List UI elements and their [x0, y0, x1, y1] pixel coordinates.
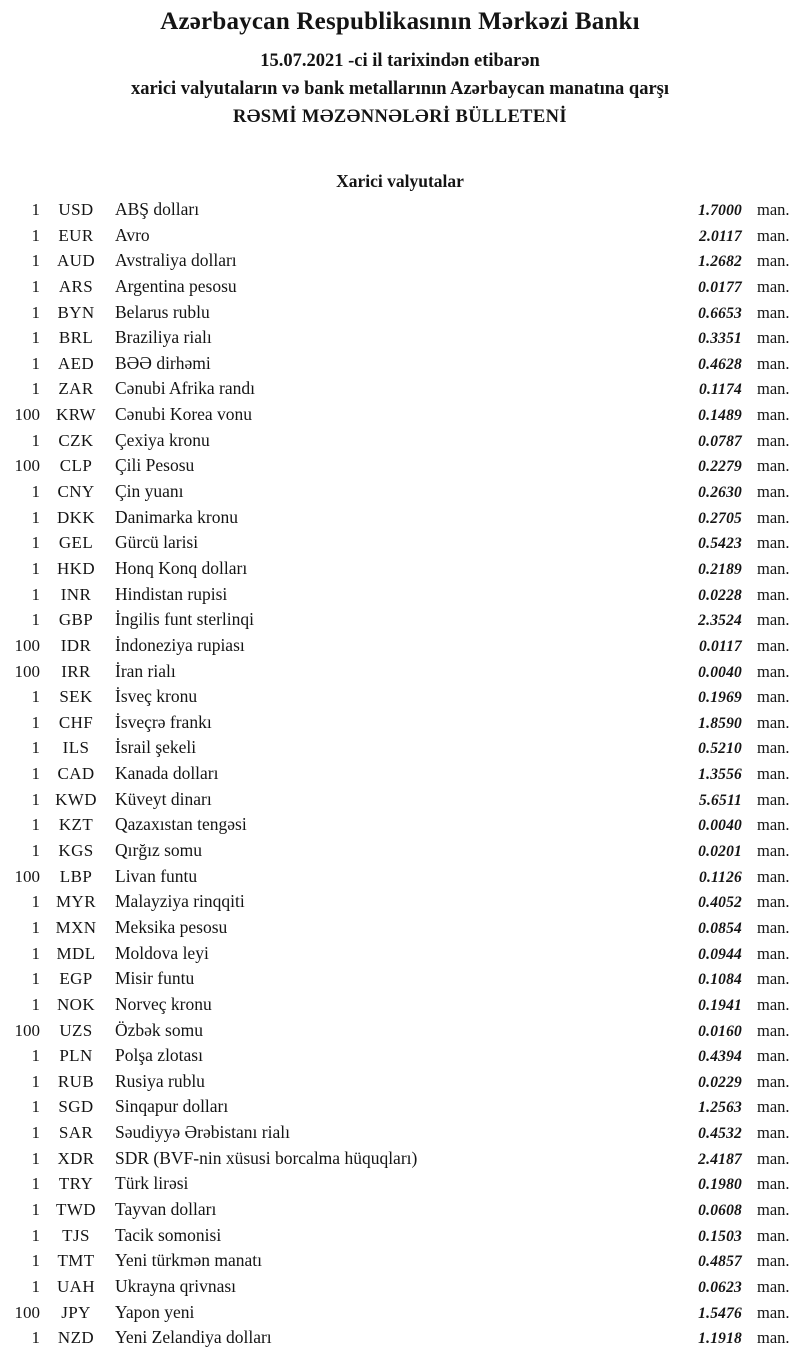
rate-unit-label: man. — [757, 1148, 790, 1168]
currency-name: Yeni Zelandiya dolları — [115, 1327, 272, 1348]
currency-rate: 0.0228 — [698, 586, 742, 604]
currency-name: Meksika pesosu — [115, 916, 228, 937]
rate-unit-label: man. — [757, 558, 790, 578]
currency-quantity: 1 — [31, 430, 40, 450]
currency-row — [0, 891, 800, 917]
rate-unit-label: man. — [757, 1199, 790, 1219]
currency-row — [0, 686, 800, 712]
currency-quantity: 100 — [14, 661, 40, 681]
currency-name: İndoneziya rupiası — [115, 634, 245, 655]
currency-row — [0, 1173, 800, 1199]
currency-rate: 0.1126 — [699, 868, 742, 886]
currency-name: Norveç kronu — [115, 993, 212, 1014]
currency-rate: 0.2705 — [698, 509, 742, 527]
currency-code: DKK — [56, 507, 96, 527]
currency-code: SGD — [58, 1097, 94, 1117]
currency-rate: 0.1980 — [698, 1176, 742, 1194]
currency-quantity: 1 — [31, 482, 40, 502]
currency-name: Braziliya rialı — [115, 327, 212, 348]
currency-rate: 0.0177 — [698, 278, 742, 296]
currency-name: Qazaxıstan tengəsi — [115, 814, 247, 835]
currency-code: TMT — [57, 1251, 95, 1271]
currency-row — [0, 866, 800, 892]
currency-code: IDR — [60, 635, 92, 655]
currency-name: Avstraliya dolları — [115, 250, 237, 271]
currency-name: Gürcü larisi — [115, 532, 199, 553]
currency-code: INR — [60, 584, 92, 604]
currency-quantity: 1 — [31, 558, 40, 578]
currency-code: ILS — [62, 738, 90, 758]
rate-unit-label: man. — [757, 1251, 790, 1271]
currency-rate: 0.0040 — [698, 817, 742, 835]
currency-name: Honq Konq dolları — [115, 557, 248, 578]
currency-name: Tayvan dolları — [115, 1198, 217, 1219]
currency-quantity: 1 — [31, 353, 40, 373]
currency-name: Yeni türkmən manatı — [115, 1250, 262, 1271]
currency-code: UAH — [56, 1276, 96, 1296]
currency-row — [0, 507, 800, 533]
currency-name: Avro — [115, 224, 150, 245]
rate-unit-label: man. — [757, 482, 790, 502]
rate-unit-label: man. — [757, 328, 790, 348]
currency-quantity: 100 — [14, 405, 40, 425]
currency-quantity: 1 — [31, 892, 40, 912]
currency-quantity: 100 — [14, 456, 40, 476]
currency-name: SDR (BVF-nin xüsusi borcalma hüquqları) — [115, 1147, 418, 1168]
currency-rate: 0.3351 — [698, 330, 742, 348]
currency-name: Qırğız somu — [115, 840, 203, 861]
rate-unit-label: man. — [757, 1225, 790, 1245]
currency-name: Cənubi Korea vonu — [115, 404, 253, 425]
rate-unit-label: man. — [757, 969, 790, 989]
currency-name: Tacik somonisi — [115, 1224, 222, 1245]
currency-quantity: 1 — [31, 943, 40, 963]
currency-code: LBP — [59, 866, 93, 886]
currency-rate: 0.4394 — [698, 1048, 742, 1066]
currency-rate: 0.0117 — [699, 637, 742, 655]
currency-row — [0, 225, 800, 251]
currency-row — [0, 763, 800, 789]
rate-unit-label: man. — [757, 225, 790, 245]
currency-rate: 1.2682 — [698, 253, 742, 271]
currency-rate: 2.3524 — [698, 612, 742, 630]
rate-unit-label: man. — [757, 1046, 790, 1066]
currency-name: Danimarka kronu — [115, 506, 238, 527]
currency-row — [0, 994, 800, 1020]
currency-rate: 0.1969 — [698, 689, 742, 707]
rate-unit-label: man. — [757, 866, 790, 886]
currency-row — [0, 302, 800, 328]
currency-name: Polşa zlotası — [115, 1045, 203, 1066]
currency-name: İran rialı — [115, 660, 176, 681]
rate-unit-label: man. — [757, 1071, 790, 1091]
currency-name: İsrail şekeli — [115, 737, 197, 758]
currency-row — [0, 1327, 800, 1353]
currency-code: HKD — [56, 558, 96, 578]
currency-rate: 0.1174 — [699, 381, 742, 399]
rate-unit-label: man. — [757, 789, 790, 809]
rate-unit-label: man. — [757, 200, 790, 219]
currency-row — [0, 584, 800, 610]
currency-code: NOK — [56, 994, 96, 1014]
currency-rate: 1.1918 — [698, 1330, 742, 1348]
currency-code: IRR — [61, 661, 91, 681]
currency-name: BƏƏ dirhəmi — [115, 352, 211, 373]
rate-unit-label: man. — [757, 917, 790, 937]
currency-code: USD — [58, 200, 94, 219]
currency-row — [0, 943, 800, 969]
currency-code: BRL — [58, 328, 94, 348]
currency-code: GEL — [58, 533, 94, 553]
currency-name: Livan funtu — [115, 865, 198, 886]
currency-quantity: 1 — [31, 738, 40, 758]
currency-rate: 0.2279 — [698, 458, 742, 476]
section-title-foreign-currencies: Xarici valyutalar — [336, 171, 464, 191]
currency-rate: 2.0117 — [699, 227, 742, 245]
currency-row — [0, 1045, 800, 1071]
currency-name: İsveçrə frankı — [115, 711, 212, 732]
rate-unit-label: man. — [757, 533, 790, 553]
currency-code: XDR — [57, 1148, 95, 1168]
currency-rate: 2.4187 — [698, 1150, 742, 1168]
currency-row — [0, 1199, 800, 1225]
currency-code: CHF — [58, 712, 94, 732]
currency-code: CAD — [57, 764, 95, 784]
currency-code: EGP — [59, 969, 93, 989]
currency-row — [0, 481, 800, 507]
currency-code: GBP — [58, 610, 94, 630]
rate-unit-label: man. — [757, 764, 790, 784]
currency-name: Çili Pesosu — [115, 455, 195, 476]
currency-code: MXN — [55, 917, 97, 937]
rate-unit-label: man. — [757, 841, 790, 861]
currency-quantity: 1 — [31, 815, 40, 835]
rate-unit-label: man. — [757, 405, 790, 425]
currency-code: NZD — [57, 1328, 95, 1348]
currency-row — [0, 609, 800, 635]
currency-row — [0, 276, 800, 302]
currency-name: Küveyt dinarı — [115, 788, 212, 809]
currency-name: Çin yuanı — [115, 481, 184, 502]
currency-row — [0, 1276, 800, 1302]
currency-row — [0, 840, 800, 866]
currency-row — [0, 737, 800, 763]
currency-name: İngilis funt sterlinqi — [115, 609, 255, 630]
currency-code: UZS — [59, 1020, 93, 1040]
currency-quantity: 1 — [31, 1174, 40, 1194]
currency-code: KGS — [58, 841, 94, 861]
currency-code: ZAR — [58, 379, 94, 399]
currency-quantity: 100 — [14, 866, 40, 886]
bulletin-header — [0, 0, 800, 131]
currency-code: SAR — [58, 1123, 94, 1143]
rate-unit-label: man. — [757, 507, 790, 527]
currency-rate: 0.0854 — [698, 919, 742, 937]
currency-rate: 0.2630 — [698, 484, 742, 502]
currency-quantity: 1 — [31, 276, 40, 296]
rate-unit-label: man. — [757, 738, 790, 758]
rate-unit-label: man. — [757, 1328, 790, 1348]
currency-quantity: 1 — [31, 610, 40, 630]
currency-quantity: 1 — [31, 917, 40, 937]
currency-name: İsveç kronu — [115, 686, 198, 707]
currency-quantity: 1 — [31, 379, 40, 399]
currency-name: Çexiya kronu — [115, 429, 210, 450]
bulletin-title: RƏSMİ MƏZƏNNƏLƏRİ BÜLLETENİ — [232, 107, 568, 127]
currency-quantity: 1 — [31, 328, 40, 348]
currency-quantity: 1 — [31, 533, 40, 553]
currency-name: ABŞ dolları — [115, 199, 200, 219]
currency-name: Misir funtu — [115, 968, 195, 989]
currency-name: Hindistan rupisi — [115, 583, 228, 604]
currency-quantity: 100 — [14, 635, 40, 655]
rate-unit-label: man. — [757, 661, 790, 681]
currency-quantity: 1 — [31, 1276, 40, 1296]
currency-quantity: 1 — [31, 1251, 40, 1271]
currency-quantity: 1 — [31, 969, 40, 989]
currency-row — [0, 250, 800, 276]
currency-name: Türk lirəsi — [115, 1173, 189, 1194]
currency-row — [0, 1250, 800, 1276]
currency-rate: 0.0608 — [698, 1201, 742, 1219]
currency-quantity: 1 — [31, 1071, 40, 1091]
currency-name: Ukrayna qrivnası — [115, 1275, 237, 1296]
currency-code: RUB — [57, 1071, 95, 1091]
rate-unit-label: man. — [757, 1302, 790, 1322]
rate-unit-label: man. — [757, 943, 790, 963]
currency-rate: 1.2563 — [698, 1099, 742, 1117]
rate-unit-label: man. — [757, 1097, 790, 1117]
currency-rate: 0.0201 — [698, 843, 742, 861]
currency-rate: 0.0787 — [698, 432, 742, 450]
currency-code: CNY — [57, 482, 95, 502]
rate-unit-label: man. — [757, 584, 790, 604]
currency-rate: 0.2189 — [698, 560, 742, 578]
currency-row — [0, 353, 800, 379]
currency-quantity: 1 — [31, 1097, 40, 1117]
currency-quantity: 1 — [31, 1148, 40, 1168]
currency-row — [0, 327, 800, 353]
currency-quantity: 1 — [31, 1328, 40, 1348]
currency-rate: 0.4532 — [698, 1125, 742, 1143]
currency-name: Özbək somu — [115, 1019, 203, 1040]
currency-name: Sinqapur dolları — [115, 1096, 229, 1117]
rate-unit-label: man. — [757, 1276, 790, 1296]
currency-row — [0, 558, 800, 584]
currency-table — [0, 199, 800, 1353]
currency-name: Moldova leyi — [115, 942, 209, 963]
currency-code: KZT — [58, 815, 94, 835]
currency-name: Argentina pesosu — [115, 275, 237, 296]
rate-unit-label: man. — [757, 635, 790, 655]
currency-code: AUD — [56, 251, 96, 271]
currency-row — [0, 1020, 800, 1046]
currency-rate: 0.0160 — [698, 1022, 742, 1040]
rate-unit-label: man. — [757, 815, 790, 835]
effective-date-line: 15.07.2021 -ci il tarixindən etibarən — [260, 51, 540, 71]
currency-name: Səudiyyə Ərəbistanı rialı — [115, 1122, 290, 1143]
currency-quantity: 1 — [31, 789, 40, 809]
rate-unit-label: man. — [757, 1174, 790, 1194]
currency-quantity: 1 — [31, 200, 40, 219]
currency-name: Rusiya rublu — [115, 1070, 205, 1091]
currency-quantity: 1 — [31, 251, 40, 271]
rate-unit-label: man. — [757, 1020, 790, 1040]
currency-code: CLP — [59, 456, 93, 476]
currency-row — [0, 814, 800, 840]
currency-rate: 0.4628 — [698, 355, 742, 373]
currency-rate: 1.5476 — [698, 1304, 742, 1322]
rate-unit-label: man. — [757, 276, 790, 296]
currency-quantity: 1 — [31, 764, 40, 784]
currency-rate: 0.4857 — [698, 1253, 742, 1271]
currency-code: CZK — [58, 430, 94, 450]
currency-quantity: 1 — [31, 302, 40, 322]
currency-row — [0, 199, 800, 225]
currency-quantity: 100 — [14, 1020, 40, 1040]
currency-quantity: 1 — [31, 584, 40, 604]
currency-code: ARS — [58, 276, 94, 296]
currency-rate: 0.5210 — [698, 740, 742, 758]
currency-row — [0, 635, 800, 661]
currency-code: JPY — [61, 1302, 91, 1322]
currency-row — [0, 1071, 800, 1097]
rate-unit-label: man. — [757, 1123, 790, 1143]
currency-name: Belarus rublu — [115, 301, 210, 322]
currency-quantity: 1 — [31, 1199, 40, 1219]
rate-unit-label: man. — [757, 892, 790, 912]
currency-name: Kanada dolları — [115, 763, 219, 784]
currency-code: KRW — [56, 405, 96, 425]
currency-row — [0, 430, 800, 456]
currency-code: MDL — [56, 943, 96, 963]
currency-code: TJS — [62, 1225, 90, 1245]
currency-quantity: 1 — [31, 1046, 40, 1066]
currency-rate: 0.0040 — [698, 663, 742, 681]
currency-row — [0, 1096, 800, 1122]
currency-row — [0, 1302, 800, 1328]
currency-rate: 0.1503 — [698, 1227, 742, 1245]
currency-code: TWD — [56, 1199, 96, 1219]
currency-rate: 0.1084 — [698, 971, 742, 989]
currency-row — [0, 455, 800, 481]
rate-unit-label: man. — [757, 610, 790, 630]
currency-rate: 1.8590 — [698, 714, 742, 732]
currency-quantity: 1 — [31, 507, 40, 527]
currency-name: Malayziya rinqqiti — [115, 891, 245, 912]
rate-unit-label: man. — [757, 456, 790, 476]
currency-rate: 0.0229 — [698, 1073, 742, 1091]
currency-code: PLN — [59, 1046, 93, 1066]
currency-rate: 5.6511 — [699, 791, 742, 809]
currency-code: TRY — [58, 1174, 94, 1194]
rate-unit-label: man. — [757, 251, 790, 271]
currency-quantity: 1 — [31, 994, 40, 1014]
currency-rate: 1.7000 — [698, 202, 742, 219]
currency-name: Cənubi Afrika randı — [115, 378, 255, 399]
currency-row — [0, 661, 800, 687]
currency-code: MYR — [56, 892, 96, 912]
currency-quantity: 1 — [31, 687, 40, 707]
rate-unit-label: man. — [757, 353, 790, 373]
currency-quantity: 1 — [31, 225, 40, 245]
rate-unit-label: man. — [757, 687, 790, 707]
rate-unit-label: man. — [757, 712, 790, 732]
rate-unit-label: man. — [757, 994, 790, 1014]
currency-quantity: 100 — [14, 1302, 40, 1322]
currency-row — [0, 789, 800, 815]
currency-quantity: 1 — [31, 712, 40, 732]
currency-row — [0, 378, 800, 404]
currency-rate: 0.1489 — [698, 407, 742, 425]
currency-row — [0, 404, 800, 430]
currency-rate: 1.3556 — [698, 766, 742, 784]
currency-row — [0, 1225, 800, 1251]
currency-quantity: 1 — [31, 841, 40, 861]
currency-row — [0, 917, 800, 943]
rate-unit-label: man. — [757, 379, 790, 399]
currency-code: SEK — [59, 687, 93, 707]
currency-row — [0, 712, 800, 738]
currency-row — [0, 968, 800, 994]
currency-row — [0, 532, 800, 558]
currency-row — [0, 1148, 800, 1174]
currency-rate: 0.0623 — [698, 1278, 742, 1296]
currency-rate: 0.1941 — [698, 996, 742, 1014]
currency-quantity: 1 — [31, 1123, 40, 1143]
currency-code: AED — [57, 353, 95, 373]
currency-code: BYN — [57, 302, 95, 322]
currency-rate: 0.5423 — [698, 535, 742, 553]
subject-line: xarici valyutaların və bank metallarının Azərbaycan manatına qarşı — [130, 79, 670, 99]
rate-unit-label: man. — [757, 430, 790, 450]
currency-rate: 0.4052 — [698, 894, 742, 912]
rate-unit-label: man. — [757, 302, 790, 322]
currency-rate: 0.6653 — [698, 304, 742, 322]
currency-code: EUR — [58, 225, 94, 245]
currency-code: KWD — [55, 789, 97, 809]
currency-row — [0, 1122, 800, 1148]
currency-rate: 0.0944 — [698, 945, 742, 963]
bank-title: Azərbaycan Respublikasının Mərkəzi Bankı — [160, 8, 640, 35]
currency-quantity: 1 — [31, 1225, 40, 1245]
currency-name: Yapon yeni — [115, 1301, 195, 1322]
